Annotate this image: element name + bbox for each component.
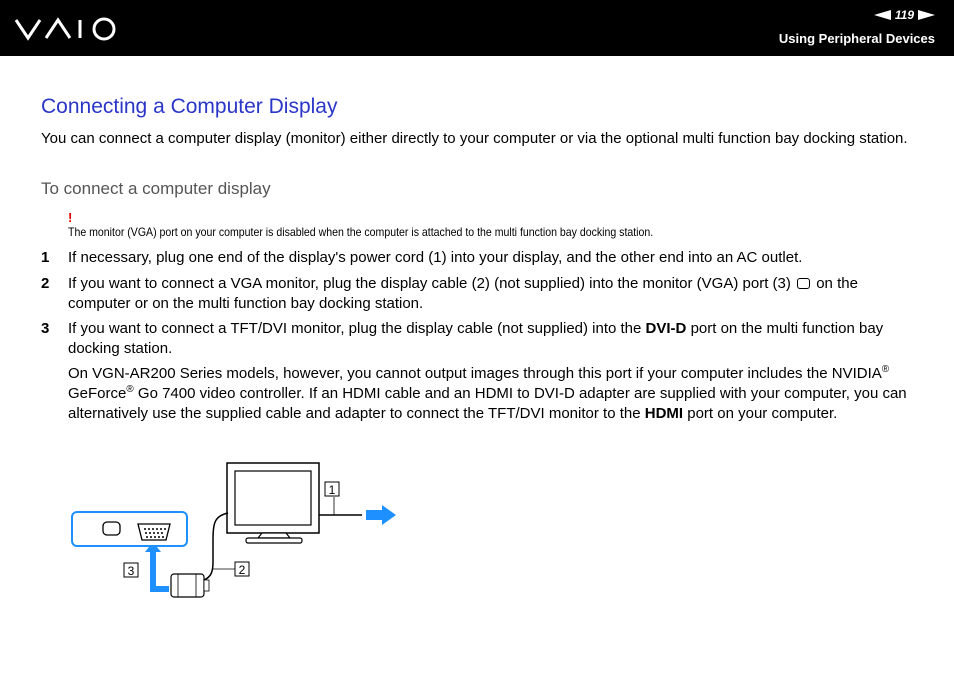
callout-3	[124, 563, 138, 578]
caution-mark: !	[68, 210, 73, 225]
section-title: Using Peripheral Devices	[778, 31, 935, 46]
insert-arrow-icon	[145, 542, 169, 592]
svg-text:2: 2	[238, 563, 246, 577]
procedure-heading: To connect a computer display	[41, 179, 271, 198]
vga-port-panel	[72, 512, 187, 546]
step-text: If necessary, plug one end of the display's power cord (1) into your display, and the other end into an AC outlet.	[68, 249, 803, 266]
step-number: 3	[41, 320, 50, 337]
step-text: If you want to connect a VGA monitor, plug the display cable (2) (not supplied) into the monitor (VGA) port (3) on the computer or on the multi function bay docking station.	[68, 275, 858, 312]
svg-text:3: 3	[127, 564, 135, 578]
step-number: 2	[41, 275, 50, 292]
monitor-illustration	[227, 463, 319, 543]
intro-paragraph: You can connect a computer display (monitor) either directly to your computer or via the optional multi function bay docking station.	[41, 130, 908, 147]
callout-2	[235, 562, 249, 577]
page-number: 119	[894, 8, 914, 22]
paragraph-text: On VGN-AR200 Series models, however, you cannot output images through this port if your computer includes the NVIDIA® GeForce® Go 7400 video controller. If an HDMI cable and an HDMI to DVI-D adapter are supplied with your computer, you can alternatively use the supplied cable and adapter to connect the TFT/DVI monitor to the HDMI port on your computer.	[68, 364, 907, 422]
hdmi-port-label: HDMI	[644, 405, 684, 422]
svg-text:1: 1	[328, 483, 336, 497]
ac-outlet-arrow-icon	[366, 505, 396, 525]
page-title: Connecting a Computer Display	[41, 95, 338, 118]
display-cable	[204, 513, 228, 580]
caution-note: The monitor (VGA) port on your computer is disabled when the computer is attached to the multi function bay docking station.	[68, 225, 654, 239]
step-number: 1	[41, 249, 50, 266]
step-text: If you want to connect a TFT/DVI monitor, plug the display cable (not supplied) into the DVI-D port on the multi function bay docking station.	[68, 320, 884, 357]
dvi-d-port-label: DVI-D	[645, 320, 687, 337]
monitor-port-symbol-icon	[103, 522, 120, 535]
vga-connector-plug	[171, 574, 209, 597]
callout-1	[325, 482, 339, 497]
